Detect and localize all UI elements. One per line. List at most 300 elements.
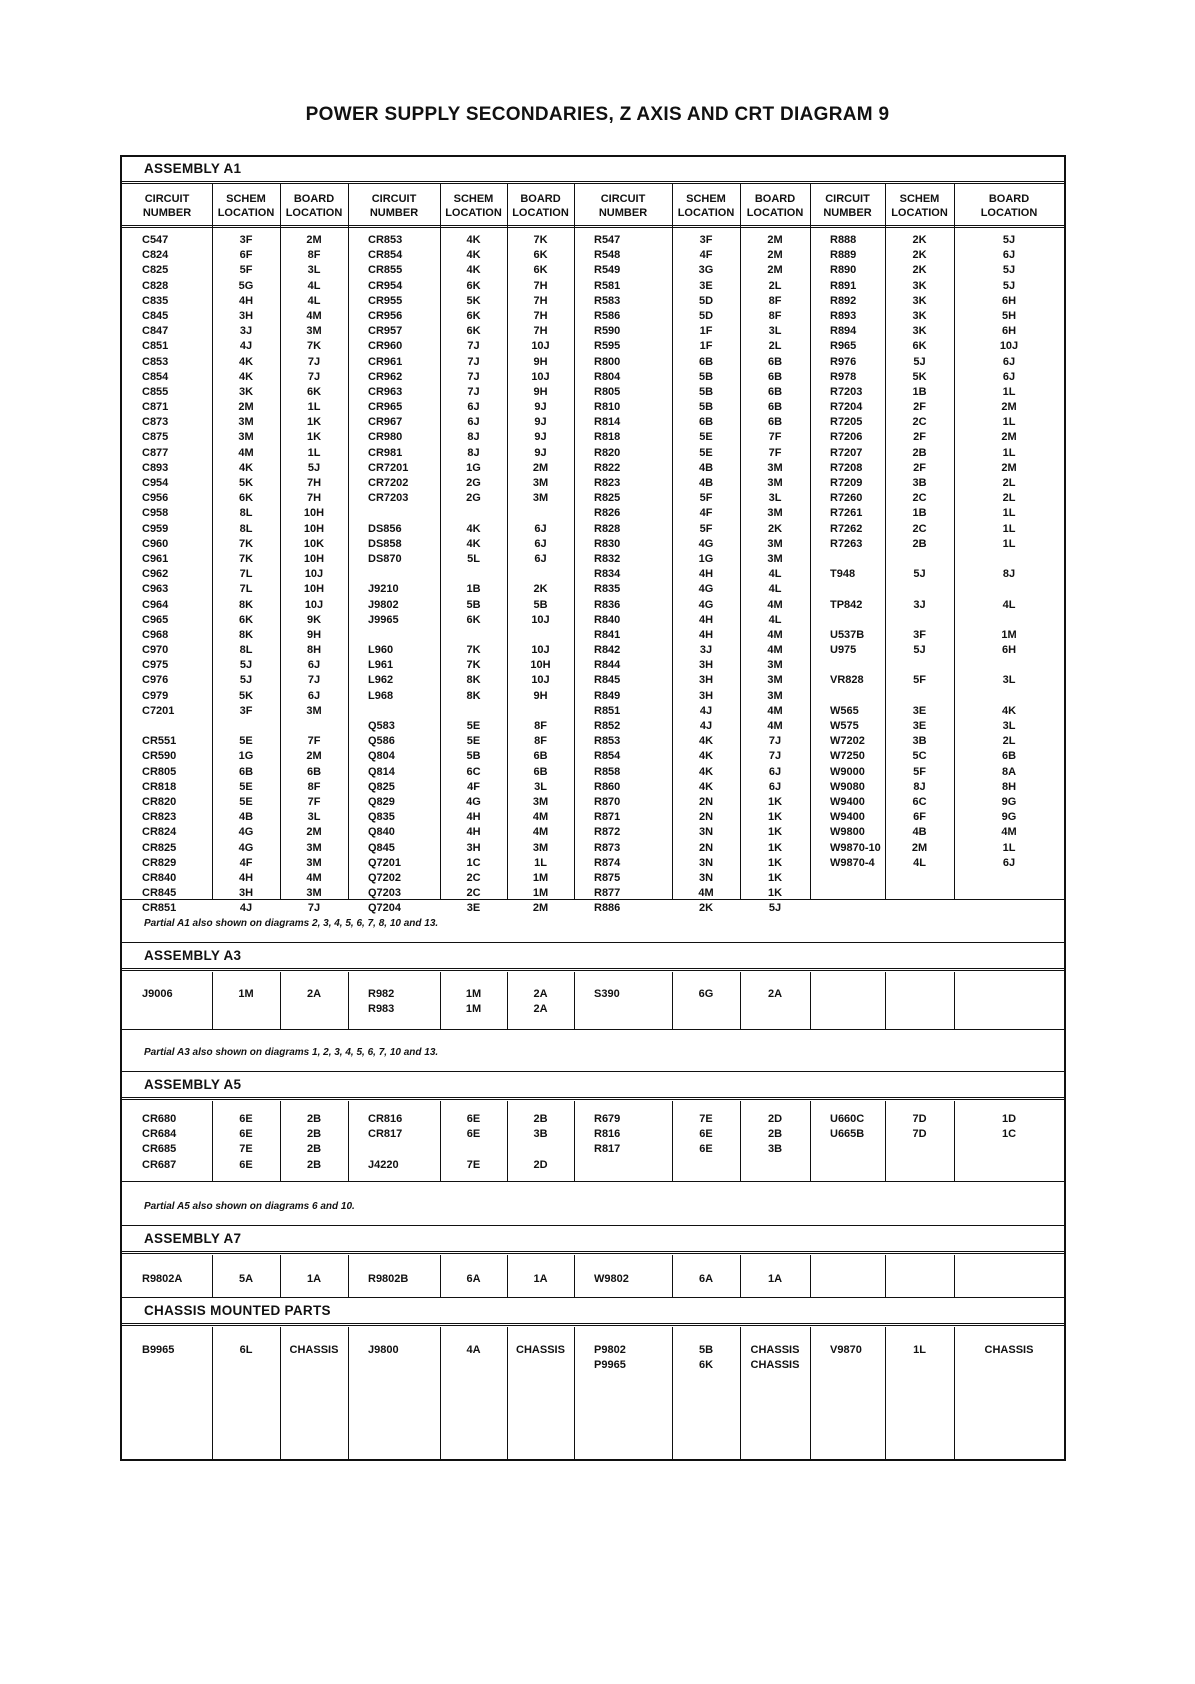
a5-column (672, 1112, 740, 1158)
a1-cell: 2M (306, 234, 322, 246)
a1-cell: 9H (533, 689, 548, 702)
a1-column (280, 233, 348, 916)
a1-cell: 8H (1001, 780, 1017, 793)
a5-cell: 2B (306, 1128, 322, 1141)
a1-cell: 9K (306, 613, 322, 626)
a1-cell: 8J (467, 446, 480, 459)
assembly-a5-title-rule (122, 1097, 1064, 1100)
a1-cell: 6C (912, 795, 927, 808)
a1-cell: R548 (594, 249, 621, 262)
a1-cell: 3M (532, 795, 549, 808)
a7-column (212, 1272, 280, 1287)
a1-cell: R877 (594, 887, 621, 900)
column-header-line: LOCATION (891, 207, 948, 219)
a1-cell: 2M (767, 264, 783, 277)
a1-cell: Q583 (368, 720, 395, 732)
a1-cell: 2L (768, 340, 782, 353)
a1-cell: CR981 (368, 446, 403, 459)
a1-cell: W9800 (830, 826, 865, 839)
a5-cell: 6E (239, 1113, 253, 1125)
a7-cell: W9802 (594, 1273, 629, 1285)
a1-cell (885, 613, 954, 628)
chassis-column (280, 1343, 348, 1358)
a1-cell: 1L (1002, 522, 1016, 535)
chassis-title: CHASSIS MOUNTED PARTS (144, 1303, 331, 1318)
column-header (212, 192, 280, 220)
a1-cell: W9870-4 (830, 856, 875, 869)
a3-column (280, 987, 348, 1002)
a5-cell: 7D (912, 1128, 927, 1141)
a3-note-rule (122, 1071, 1064, 1072)
a7-column (122, 1272, 212, 1287)
a1-cell: 4G (466, 795, 481, 808)
a1-column (954, 233, 1064, 871)
a1-cell: 3M (532, 477, 549, 489)
a1-cell: 6B (1001, 750, 1017, 763)
a1-cell: R890 (830, 264, 857, 277)
a1-cell: 3M (767, 537, 783, 550)
a5-cell: CR687 (142, 1158, 177, 1171)
page-title: POWER SUPPLY SECONDARIES, Z AXIS AND CRT DIAGRAM 9 (305, 104, 890, 125)
a1-cell: 3M (767, 674, 783, 687)
a5-cell: R816 (594, 1128, 621, 1141)
a1-cell: W9000 (830, 765, 865, 778)
column-header-line: CIRCUIT (825, 193, 870, 205)
a1-cell: R590 (594, 325, 621, 338)
a1-cell: 1M (532, 887, 549, 900)
a1-cell: 9H (533, 355, 548, 368)
a1-cell: 3F (239, 704, 253, 717)
a1-cell: 2M (767, 234, 783, 246)
a1-cell: R835 (594, 583, 621, 596)
a1-cell: Q845 (368, 841, 395, 854)
a1-cell: 4H (698, 568, 714, 581)
assembly-a7-title: ASSEMBLY A7 (144, 1231, 242, 1246)
a1-cell (507, 506, 574, 521)
a1-cell: 2M (532, 461, 549, 474)
a1-cell: 4K (698, 735, 714, 748)
a3-bottom-rule (122, 1029, 1064, 1030)
a1-cell: 1L (1002, 507, 1016, 520)
column-header-line: NUMBER (369, 207, 419, 219)
a1-cell: 3J (239, 325, 253, 338)
a1-cell: R7203 (830, 385, 863, 398)
a1-cell: 2M (306, 826, 322, 839)
a1-cell: C824 (142, 249, 169, 262)
a1-cell: R814 (594, 416, 621, 429)
a1-cell: R547 (594, 234, 621, 246)
a5-cell: CR684 (142, 1128, 177, 1141)
a1-cell: CR855 (368, 264, 403, 277)
a1-cell: 3N (698, 871, 714, 884)
a1-cell (440, 506, 507, 521)
a1-cell: 5E (466, 735, 481, 748)
a7-column (672, 1272, 740, 1287)
a1-cell: 5L (467, 552, 480, 565)
a1-cell: 7H (533, 294, 548, 307)
column-header-line: BOARD (988, 193, 1030, 205)
a1-cell: R874 (594, 856, 621, 869)
a1-cell: 10J (531, 340, 550, 353)
a7-column-divider (954, 1255, 955, 1297)
a1-cell: 3E (466, 902, 481, 915)
a1-cell: 9J (534, 446, 547, 459)
a1-cell: 7H (533, 309, 548, 322)
a1-cell: 7J (768, 735, 782, 748)
a1-cell: 5K (912, 370, 927, 383)
chassis-column (810, 1343, 885, 1358)
a1-cell: CR957 (368, 325, 403, 338)
a1-cell: CR590 (142, 750, 177, 763)
chassis-cell: 1L (913, 1344, 926, 1356)
a1-cell: C958 (142, 507, 169, 520)
a1-cell: 3H (238, 309, 254, 322)
a1-cell (954, 613, 1064, 628)
a1-cell: 3M (767, 659, 783, 672)
a1-cell: W7250 (830, 750, 865, 763)
a1-cell: 5E (466, 720, 481, 732)
a1-cell: 6K (306, 385, 322, 398)
a1-cell: L962 (368, 674, 394, 687)
a1-cell: 10J (304, 598, 324, 611)
a1-cell: 6J (467, 401, 480, 414)
a7-column (348, 1272, 440, 1287)
a1-cell: Q814 (368, 765, 395, 778)
a7-column (440, 1272, 507, 1287)
a1-column (885, 233, 954, 871)
a1-cell: CR818 (142, 780, 177, 793)
a1-cell: 4K (698, 765, 714, 778)
a1-cell: 3J (913, 598, 926, 611)
assembly-a5-title: ASSEMBLY A5 (144, 1077, 242, 1092)
a1-cell: 6K (466, 613, 481, 626)
a1-cell: 1L (307, 401, 321, 414)
a5-cell (368, 1142, 440, 1157)
a1-cell: 1L (534, 856, 547, 869)
a5-cell: 6E (466, 1113, 481, 1125)
a1-cell: 2B (912, 446, 927, 459)
a1-cell: 6J (307, 689, 321, 702)
a1-cell: 4J (699, 704, 713, 717)
a1-cell: CR7203 (368, 492, 409, 505)
a1-cell: CR7201 (368, 461, 409, 474)
a1-cell: 4K (466, 264, 481, 277)
a1-cell: 2G (466, 492, 481, 505)
a1-cell: 3M (532, 492, 549, 505)
a3-cell: R982 (368, 988, 395, 1000)
a1-cell: R842 (594, 644, 621, 657)
chassis-column (440, 1343, 507, 1358)
a1-cell: C960 (142, 537, 169, 550)
a1-cell: 2N (698, 841, 714, 854)
a1-cell: 3J (699, 644, 713, 657)
a1-cell: R891 (830, 279, 857, 292)
a1-cell: 7K (466, 644, 481, 657)
a1-cell: 2K (767, 522, 783, 535)
a1-cell: U537B (830, 628, 865, 641)
a1-cell: 9H (533, 385, 548, 398)
a1-cell: 5J (913, 568, 926, 581)
a1-cell: 6K (533, 249, 548, 262)
a1-cell: R873 (594, 841, 621, 854)
a1-cell: R586 (594, 309, 621, 322)
a1-cell: T948 (830, 568, 856, 581)
a1-cell: L961 (368, 659, 394, 672)
a1-column (348, 233, 440, 916)
a1-cell: 4K (698, 780, 714, 793)
a1-cell: 1K (767, 871, 783, 884)
a1-column (672, 233, 740, 916)
a1-cell (507, 704, 574, 719)
a1-cell: 4G (698, 598, 714, 611)
a1-cell: R818 (594, 431, 621, 444)
a1-cell: 5D (698, 294, 714, 307)
a1-cell: CR954 (368, 279, 403, 292)
a1-cell: 5E (699, 446, 713, 459)
a1-cell: 3L (534, 780, 547, 793)
a5-column (440, 1112, 507, 1173)
a1-cell: 1L (1002, 446, 1016, 459)
a1-cell: C547 (142, 234, 169, 246)
a1-cell: R858 (594, 765, 621, 778)
a1-cell: C855 (142, 385, 169, 398)
a1-cell: 3M (238, 416, 254, 429)
assembly-a3-title-rule (122, 968, 1064, 971)
a1-cell: C835 (142, 294, 169, 307)
a1-cell: 8L (239, 507, 253, 520)
a1-cell: 5F (913, 765, 926, 778)
a1-cell: 8K (466, 674, 481, 687)
a1-cell: 7J (307, 902, 321, 915)
a1-cell: 3B (912, 477, 927, 489)
a3-cell: 1M (238, 988, 254, 1000)
a1-cell: 1L (1002, 416, 1016, 429)
a1-cell: 4M (532, 826, 549, 839)
a1-cell: 4K (466, 234, 481, 246)
a3-cell: 1M (465, 1003, 482, 1016)
a1-cell: 3H (466, 841, 481, 854)
a1-cell: 8F (534, 735, 547, 748)
a1-cell: 7K (238, 552, 254, 565)
a1-cell: 10J (304, 568, 324, 581)
a1-cell: 5B (466, 598, 481, 611)
a1-cell: 10J (531, 674, 550, 687)
a1-cell (830, 689, 885, 704)
a1-cell: 5J (1002, 264, 1016, 277)
a1-cell: Q7203 (368, 887, 402, 900)
a1-cell: 4M (767, 720, 783, 732)
a1-cell: 2C (466, 887, 481, 900)
a1-cell (830, 613, 885, 628)
a1-cell: 3H (698, 674, 714, 687)
a1-cell: R836 (594, 598, 621, 611)
chassis-cell: P9802 (594, 1344, 626, 1356)
a1-cell: 5K (238, 477, 254, 489)
a1-cell (954, 582, 1064, 597)
a1-cell: C962 (142, 568, 169, 581)
column-header-line: CIRCUIT (144, 193, 190, 205)
a1-cell: R810 (594, 401, 621, 414)
a1-cell: R834 (594, 568, 621, 581)
a1-cell: 10H (303, 507, 325, 520)
a5-cell: CR816 (368, 1113, 403, 1125)
a1-cell: 1M (1001, 628, 1017, 641)
a7-column-divider (885, 1255, 886, 1297)
a1-cell: 4B (238, 811, 254, 824)
a5-column (740, 1112, 810, 1158)
a1-cell: 4H (238, 871, 254, 884)
a1-cell: C965 (142, 613, 169, 626)
a1-cell: 4K (1001, 704, 1017, 717)
a1-cell: 2M (911, 841, 928, 854)
a5-cell: 6E (466, 1128, 481, 1141)
a1-cell (954, 689, 1064, 704)
a7-cell: 1A (767, 1273, 783, 1285)
a1-cell: 4L (1002, 598, 1016, 611)
a1-cell: R889 (830, 249, 857, 262)
a1-cell: U975 (830, 644, 857, 657)
a1-cell: 6J (307, 659, 321, 672)
a1-cell: VR828 (830, 674, 864, 687)
a1-cell: C871 (142, 401, 169, 414)
column-header (954, 192, 1064, 220)
a1-cell: 4B (698, 461, 714, 474)
a1-cell: C847 (142, 325, 169, 338)
a1-cell: 2F (913, 461, 926, 474)
a1-cell: 6K (466, 325, 481, 338)
a1-note: Partial A1 also shown on diagrams 2, 3, 4, 5, 6, 7, 8, 10 and 13. (144, 918, 439, 929)
a1-cell: 2C (912, 492, 927, 505)
a1-cell: 3M (306, 887, 322, 900)
a1-cell (885, 658, 954, 673)
a1-cell: 2M (1001, 461, 1017, 474)
a1-cell: 2C (912, 522, 927, 535)
a1-cell: C975 (142, 659, 169, 672)
a5-cell: 2B (767, 1128, 783, 1141)
a1-cell: 6J (534, 552, 547, 565)
a1-cell: 3K (912, 309, 927, 322)
a1-cell: R7208 (830, 461, 863, 474)
column-header-line: BOARD (754, 193, 796, 205)
a1-cell: 3L (768, 492, 782, 505)
a1-cell: 2M (767, 249, 783, 262)
a1-cell: CR805 (142, 765, 177, 778)
a1-cell: Q825 (368, 780, 395, 793)
a5-bottom-rule (122, 1181, 1064, 1182)
column-header (122, 192, 212, 220)
a1-cell: 6C (466, 765, 481, 778)
a1-cell: 10H (303, 583, 325, 596)
a1-cell: 2C (912, 416, 927, 429)
a1-cell: 7K (533, 234, 548, 246)
a1-cell: 4H (466, 826, 481, 839)
a1-cell: 7L (239, 583, 253, 596)
assembly-a1-title-rule (122, 181, 1064, 184)
a1-cell: 1B (912, 385, 927, 398)
a1-cell: 5F (699, 522, 713, 535)
a1-cell: 5E (699, 431, 713, 444)
a1-cell: 4H (466, 811, 481, 824)
a1-cell: 4L (768, 568, 782, 581)
a1-cell: CR845 (142, 887, 177, 900)
a1-cell: C845 (142, 309, 169, 322)
a1-cell (507, 628, 574, 643)
a1-cell: CR967 (368, 416, 403, 429)
a5-cell: 7E (466, 1158, 481, 1171)
a1-cell: 4M (767, 598, 783, 611)
a1-cell: 5B (466, 750, 481, 763)
a1-cell (142, 719, 212, 734)
a5-cell (440, 1142, 507, 1157)
a1-cell (368, 567, 440, 582)
a1-cell: 3H (698, 689, 714, 702)
a1-cell: 4F (699, 507, 713, 520)
a1-cell: 3B (912, 735, 927, 748)
a1-cell: C853 (142, 355, 169, 368)
a1-cell (885, 582, 954, 597)
a1-cell: 2F (913, 401, 926, 414)
a1-cell: 8L (239, 644, 253, 657)
a1-column (740, 233, 810, 916)
a5-cell: 6E (699, 1143, 713, 1156)
column-header-line: SCHEM (453, 193, 494, 205)
a1-cell: 4J (699, 720, 713, 732)
a1-cell: 3L (1002, 720, 1016, 732)
a1-cell: CR956 (368, 309, 403, 322)
a1-cell: R870 (594, 795, 621, 808)
a1-cell: CR840 (142, 871, 177, 884)
a1-cell: C964 (142, 598, 169, 611)
a1-cell: 8H (306, 644, 322, 657)
a1-cell: R871 (594, 811, 621, 824)
a1-cell: W9080 (830, 780, 865, 793)
chassis-cell: 6K (698, 1359, 714, 1372)
a1-cell: 4G (698, 537, 714, 550)
a1-cell: R854 (594, 750, 621, 763)
a1-cell: CR961 (368, 355, 403, 368)
a1-cell: Q7202 (368, 871, 402, 884)
a1-note-rule (122, 942, 1064, 943)
a1-cell: 4H (698, 628, 714, 641)
a3-cell: 6G (698, 988, 714, 1000)
a3-cell: 2A (533, 1003, 548, 1016)
a1-cell: W9400 (830, 795, 865, 808)
column-header-line: LOCATION (746, 207, 804, 219)
a1-cell: 7H (306, 492, 322, 505)
a1-cell: R828 (594, 522, 621, 535)
chassis-cell: V9870 (830, 1344, 862, 1356)
a1-cell: 7L (239, 568, 253, 581)
a1-cell: CR829 (142, 856, 177, 869)
chassis-column (348, 1343, 440, 1358)
a1-cell: CR962 (368, 370, 403, 383)
a1-cell: 8F (768, 309, 782, 322)
a5-cell: 2B (306, 1158, 322, 1171)
a1-cell: 9J (534, 431, 547, 444)
a1-cell: 4J (239, 340, 253, 353)
a1-cell: 1B (912, 507, 927, 520)
chassis-title-rule (122, 1323, 1064, 1326)
a1-cell: CR824 (142, 826, 177, 839)
a3-cell: J9006 (142, 988, 173, 1000)
a1-cell: 9H (306, 628, 322, 641)
a1-cell: 3L (768, 325, 782, 338)
a1-column (810, 233, 885, 871)
a1-cell: R894 (830, 325, 857, 338)
a1-cell: R978 (830, 370, 857, 383)
a1-cell: 4K (238, 461, 254, 474)
a5-cell: 1D (1001, 1113, 1017, 1125)
